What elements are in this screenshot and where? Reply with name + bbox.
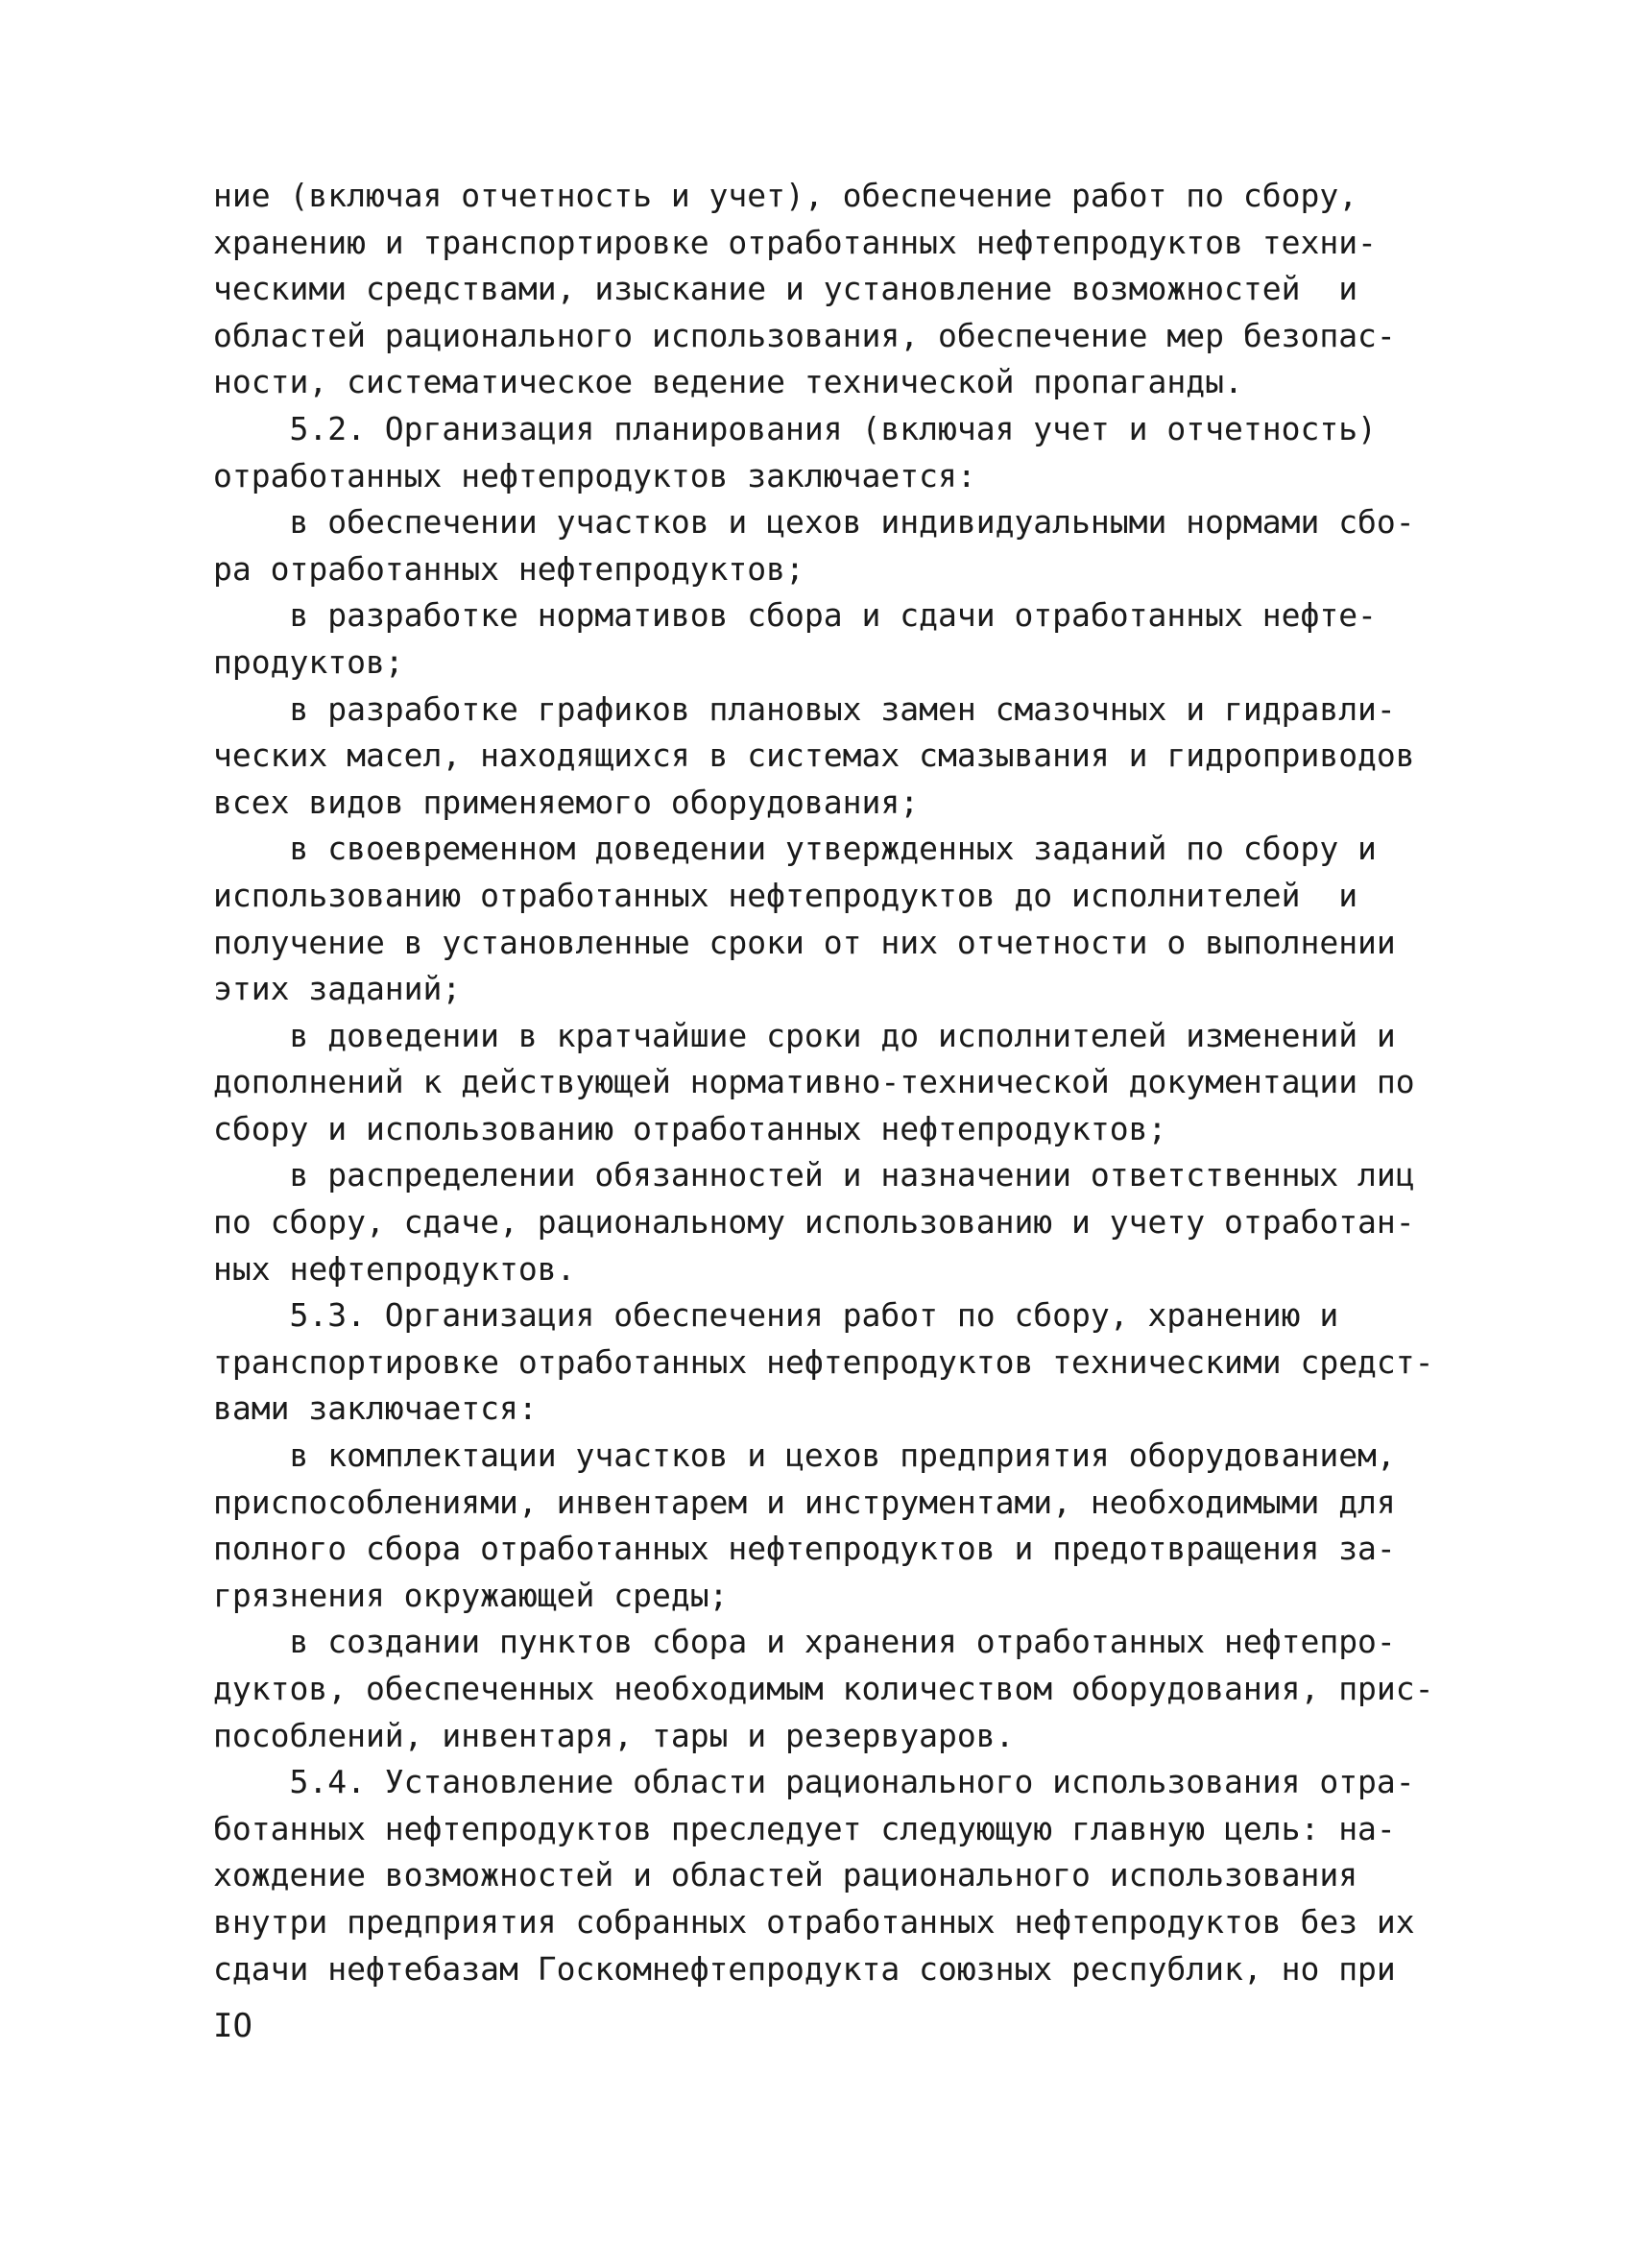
text-line: этих заданий; — [213, 970, 462, 1008]
text-line: сдачи нефтебазам Госкомнефтепродукта союзных республик, но при — [213, 1949, 1396, 1988]
section-heading-line: 5.2. Организация планирования (включая учет и отчетность) — [213, 409, 1377, 447]
text-line: по сбору, сдаче, рациональному использованию и учету отработан- — [213, 1203, 1415, 1242]
text-line: дуктов, обеспеченных необходимым количеством оборудования, прис- — [213, 1670, 1434, 1707]
text-line: грязнения окружающей среды; — [213, 1576, 729, 1614]
list-item-line: в распределении обязанностей и назначении ответственных лиц — [213, 1156, 1415, 1194]
list-item-line: в комплектации участков и цехов предприятия оборудованием, — [213, 1436, 1396, 1475]
text-line: пособлений, инвентаря, тары и резервуаров. — [213, 1716, 1015, 1754]
list-item-line: в своевременном доведении утвержденных заданий по сбору и — [213, 830, 1377, 868]
text-line: внутри предприятия собранных отработанных нефтепродуктов без их — [213, 1902, 1415, 1941]
text-line: использованию отработанных нефтепродуктов до исполнителей и — [213, 876, 1358, 914]
text-line: хождение возможностей и областей рационального использования — [213, 1856, 1358, 1894]
text-line: отработанных нефтепродуктов заключается: — [213, 456, 976, 495]
body-text — [213, 173, 1452, 1992]
text-line: ных нефтепродуктов. — [213, 1249, 576, 1288]
text-line: полного сбора отработанных нефтепродуктов и предотвращения за- — [213, 1530, 1396, 1568]
text-line: ческими средствами, изыскание и установление возможностей и — [213, 270, 1358, 308]
list-item-line: в доведении в кратчайшие сроки до исполнителей изменений и — [213, 1016, 1396, 1054]
text-line: областей рационального использования, обеспечение мер безопас- — [213, 316, 1396, 354]
text-line: сбору и использованию отработанных нефтепродуктов; — [213, 1109, 1167, 1147]
text-line: ботанных нефтепродуктов преследует следующую главную цель: на- — [213, 1809, 1396, 1847]
text-line: получение в установленные сроки от них отчетности о выполнении — [213, 923, 1396, 961]
text-line: всех видов применяемого оборудования; — [213, 783, 920, 821]
text-line: ности, систематическое ведение технической пропаганды. — [213, 363, 1243, 401]
text-line: дополнений к действующей нормативно-технической документации по — [213, 1063, 1415, 1101]
text-line: вами заключается: — [213, 1389, 538, 1428]
list-item-line: в обеспечении участков и цехов индивидуальными нормами сбо- — [213, 503, 1415, 542]
text-line: ра отработанных нефтепродуктов; — [213, 549, 804, 588]
section-heading-line: 5.4. Установление области рационального использования отра- — [213, 1763, 1415, 1801]
text-line: продуктов; — [213, 642, 404, 681]
section-heading-line: 5.3. Организация обеспечения работ по сбору, хранению и — [213, 1296, 1339, 1335]
list-item-line: в разработке нормативов сбора и сдачи отработанных нефте- — [213, 596, 1377, 635]
text-line: ние (включая отчетность и учет), обеспечение работ по сбору, — [213, 177, 1358, 214]
text-line: ческих масел, находящихся в системах смазывания и гидроприводов — [213, 736, 1415, 775]
page-number: IO — [213, 2007, 252, 2045]
text-line: хранению и транспортировке отработанных нефтепродуктов техни- — [213, 223, 1377, 261]
text-line: транспортировке отработанных нефтепродуктов техническими средст- — [213, 1342, 1434, 1381]
text-line: приспособлениями, инвентарем и инструментами, необходимыми для — [213, 1483, 1396, 1521]
list-item-line: в создании пунктов сбора и хранения отработанных нефтепро- — [213, 1623, 1396, 1661]
list-item-line: в разработке графиков плановых замен смазочных и гидравли- — [213, 689, 1396, 728]
